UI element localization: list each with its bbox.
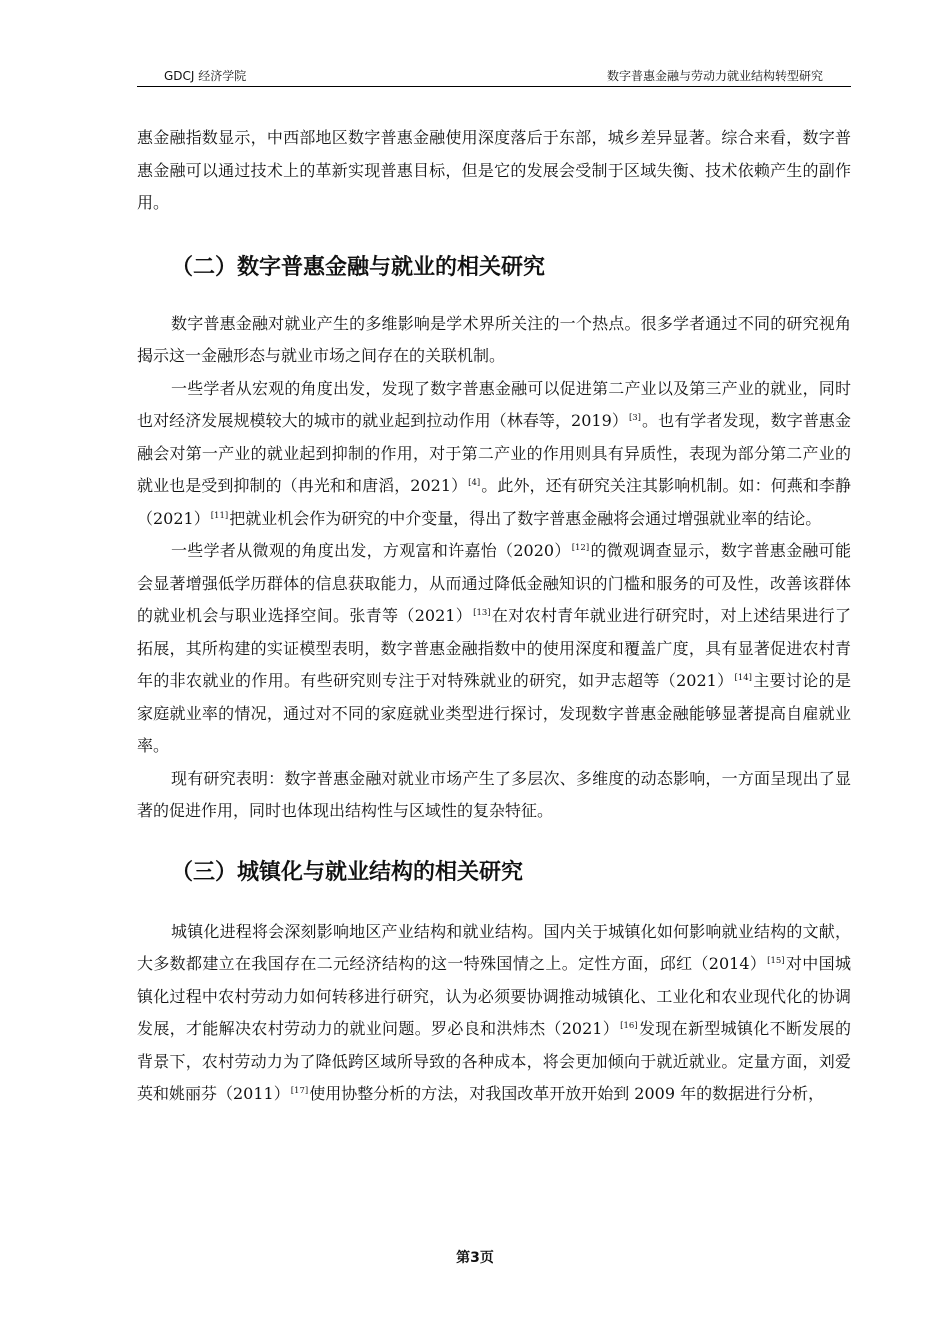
paragraph: 一些学者从宏观的角度出发，发现了数字普惠金融可以促进第二产业以及第三产业的就业，同时也对经济发展规模较大的城市的就业起到拉动作用（林春等，2019）[3]。也有学者发现，数字普惠金融会对第一产业的就业起到抑制的作用，对于第二产业的作用则具有异质性，表现为部分第二产业的就业也是受到抑制的（冉光和和唐滔，2021）[4]。此外，还有研究关注其影响机制。如：何燕和李静（2021）[11]把就业机会作为研究的中介变量，得出了数字普惠金融将会通过增强就业率的结论。 (137, 378, 851, 528)
citation-ref: [3] (628, 413, 641, 423)
citation-ref: [13] (473, 608, 491, 618)
citation-ref: [16] (620, 1021, 638, 1031)
paragraph: 现有研究表明：数字普惠金融对就业市场产生了多层次、多维度的动态影响，一方面呈现出了显著的促进作用，同时也体现出结构性与区域性的复杂特征。 (137, 768, 851, 820)
citation-ref: [15] (767, 956, 785, 966)
page-number: 第3页 (456, 1250, 494, 1266)
section-heading-3: （三）城镇化与就业结构的相关研究 (171, 859, 524, 885)
citation-ref: [12] (571, 543, 590, 553)
page-header (137, 68, 851, 87)
paragraph: 城镇化进程将会深刻影响地区产业结构和就业结构。国内关于城镇化如何影响就业结构的文献，大多数都建立在我国存在二元经济结构的这一特殊国情之上。定性方面，邱红（2014）[15]对中国城镇化过程中农村劳动力如何转移进行研究，认为必须要协调推动城镇化、工业化和农业现代化的协调发展，才能解决农村劳动力的就业问题。罗必良和洪炜杰（2021）[16]发现在新型城镇化不断发展的背景下，农村劳动力为了降低跨区域所导致的各种成本，将会更加倾向于就近就业。定量方面，刘爱英和姚丽芬（2011）[17]使用协整分析的方法，对我国改革开放开始到 2009 年的数据进行分析， (137, 921, 851, 1103)
header-right: 数字普惠金融与劳动力就业结构转型研究 (606, 69, 823, 83)
paragraph: 数字普惠金融对就业产生的多维影响是学术界所关注的一个热点。很多学者通过不同的研究视角揭示这一金融形态与就业市场之间存在的关联机制。 (137, 313, 851, 365)
citation-ref: [14] (734, 673, 752, 683)
section-heading-2: （二）数字普惠金融与就业的相关研究 (171, 254, 546, 280)
page-content (137, 122, 851, 1111)
citation-ref: [11] (210, 510, 229, 521)
citation-ref: [4] (468, 478, 481, 488)
header-left: GDCJ 经济学院 (164, 69, 247, 83)
paragraph: 一些学者从微观的角度出发，方观富和许嘉怡（2020）[12]的微观调查显示，数字普惠金融可能会显著增强低学历群体的信息获取能力，从而通过降低金融知识的门槛和服务的可及性，改善该群体的就业机会与职业选择空间。张青等（2021）[13]在对农村青年就业进行研究时，对上述结果进行了拓展，其所构建的实证模型表明，数字普惠金融指数中的使用深度和覆盖广度，具有显著促进农村青年的非农就业的作用。有些研究则专注于对特殊就业的研究，如尹志超等（2021）[14]主要讨论的是家庭就业率的情况，通过对不同的家庭就业类型进行探讨，发现数字普惠金融能够显著提高自雇就业率。 (137, 541, 851, 755)
paragraph-continued: 惠金融指数显示，中西部地区数字普惠金融使用深度落后于东部，城乡差异显著。综合来看，数字普惠金融可以通过技术上的革新实现普惠目标，但是它的发展会受制于区域失衡、技术依赖产生的副作用。 (137, 128, 851, 212)
citation-ref: [17] (290, 1086, 309, 1096)
